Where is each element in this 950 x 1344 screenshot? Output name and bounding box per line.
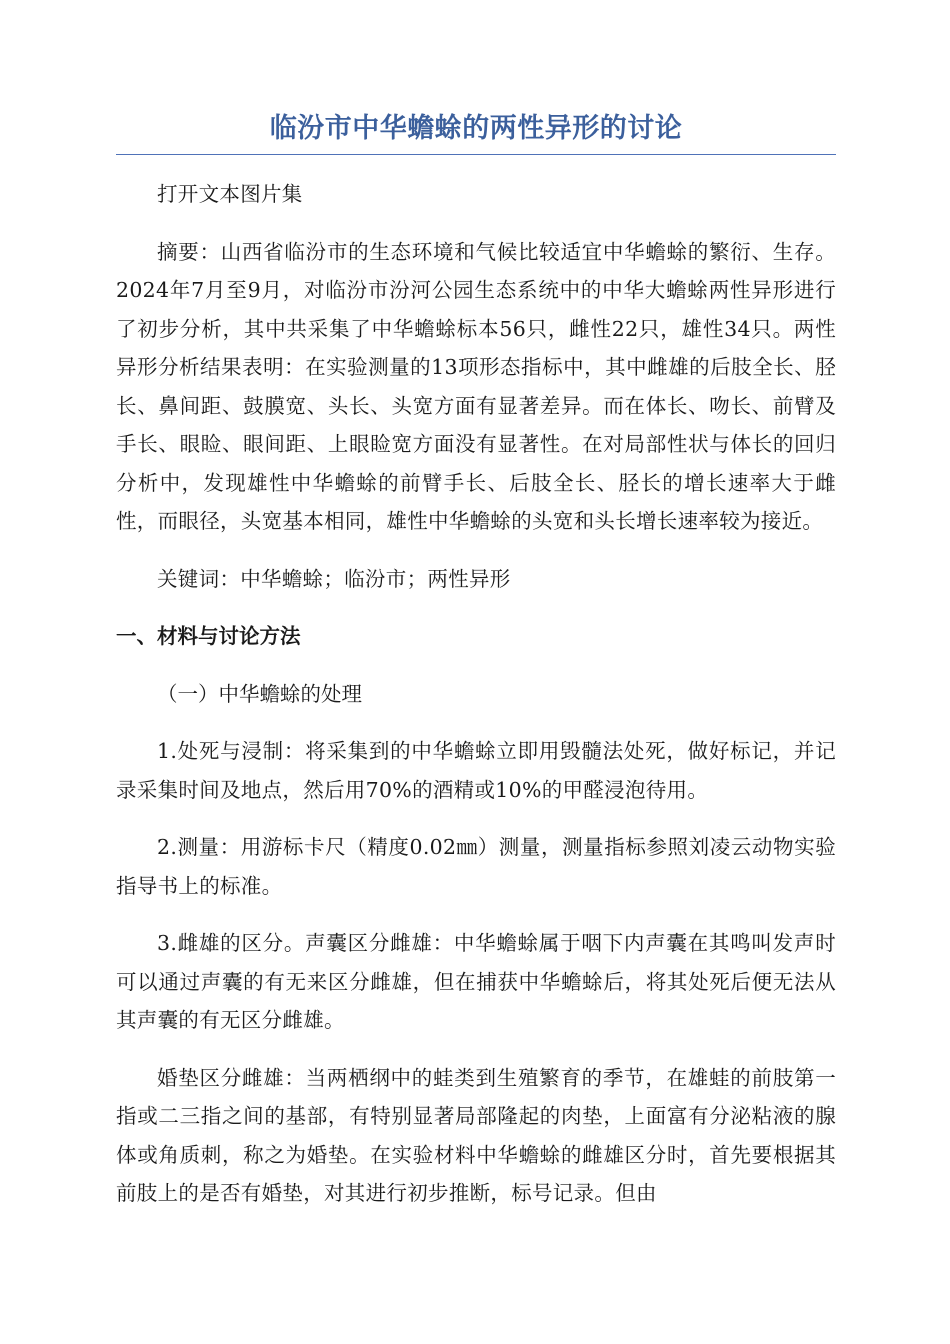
section-heading-materials-methods: 一、材料与讨论方法	[116, 624, 301, 648]
paragraph-sex-distinction-vocal-sac: 3.雌雄的区分。声囊区分雌雄：中华蟾蜍属于咽下内声囊在其鸣叫发声时可以通过声囊的有无来区分雌雄，但在捕获中华蟾蜍后，将其处死后便无法从其声囊的有无区分雌雄。	[116, 931, 836, 1032]
paragraph-measurement: 2.测量：用游标卡尺（精度0.02㎜）测量，测量指标参照刘凌云动物实验指导书上的标准。	[116, 835, 836, 898]
abstract-paragraph: 摘要：山西省临汾市的生态环境和气候比较适宜中华蟾蜍的繁衍、生存。2024年7月至9月，对临汾市汾河公园生态系统中的中华大蟾蜍两性异形进行了初步分析，其中共采集了中华蟾蜍标本56只，雌性22只，雄性34只。两性异形分析结果表明：在实验测量的13项形态指标中，其中雌雄的后肢全长、胫长、鼻间距、鼓膜宽、头长、头宽方面有显著差异。而在体长、吻长、前臂及手长、眼睑、眼间距、上眼睑宽方面没有显著性。在对局部性状与体长的回归分析中，发现雄性中华蟾蜍的前臂手长、后肢全长、胫长的增长速率大于雌性，而眼径，头宽基本相同，雄性中华蟾蜍的头宽和头长增长速率较为接近。	[116, 239, 836, 533]
open-image-gallery-link[interactable]: 打开文本图片集	[157, 182, 303, 206]
document-title: 临汾市中华蟾蜍的两性异形的讨论	[116, 108, 836, 155]
subsection-heading-processing: （一）中华蟾蜍的处理	[157, 681, 362, 706]
document-page	[116, 108, 836, 1213]
paragraph-killing-soaking: 1.处死与浸制：将采集到的中华蟾蜍立即用毁髓法处死，做好标记，并记录采集时间及地点，然后用70%的酒精或10%的甲醛浸泡待用。	[116, 739, 836, 802]
paragraph-sex-distinction-nuptial-pad: 婚垫区分雌雄：当两栖纲中的蛙类到生殖繁育的季节，在雄蛙的前肢第一指或二三指之间的基部，有特别显著局部隆起的肉垫，上面富有分泌粘液的腺体或角质刺，称之为婚垫。在实验材料中华蟾蜍的雌雄区分时，首先要根据其前肢上的是否有婚垫，对其进行初步推断，标号记录。但由	[116, 1065, 836, 1205]
keywords-paragraph: 关键词：中华蟾蜍；临汾市；两性异形	[157, 566, 511, 591]
